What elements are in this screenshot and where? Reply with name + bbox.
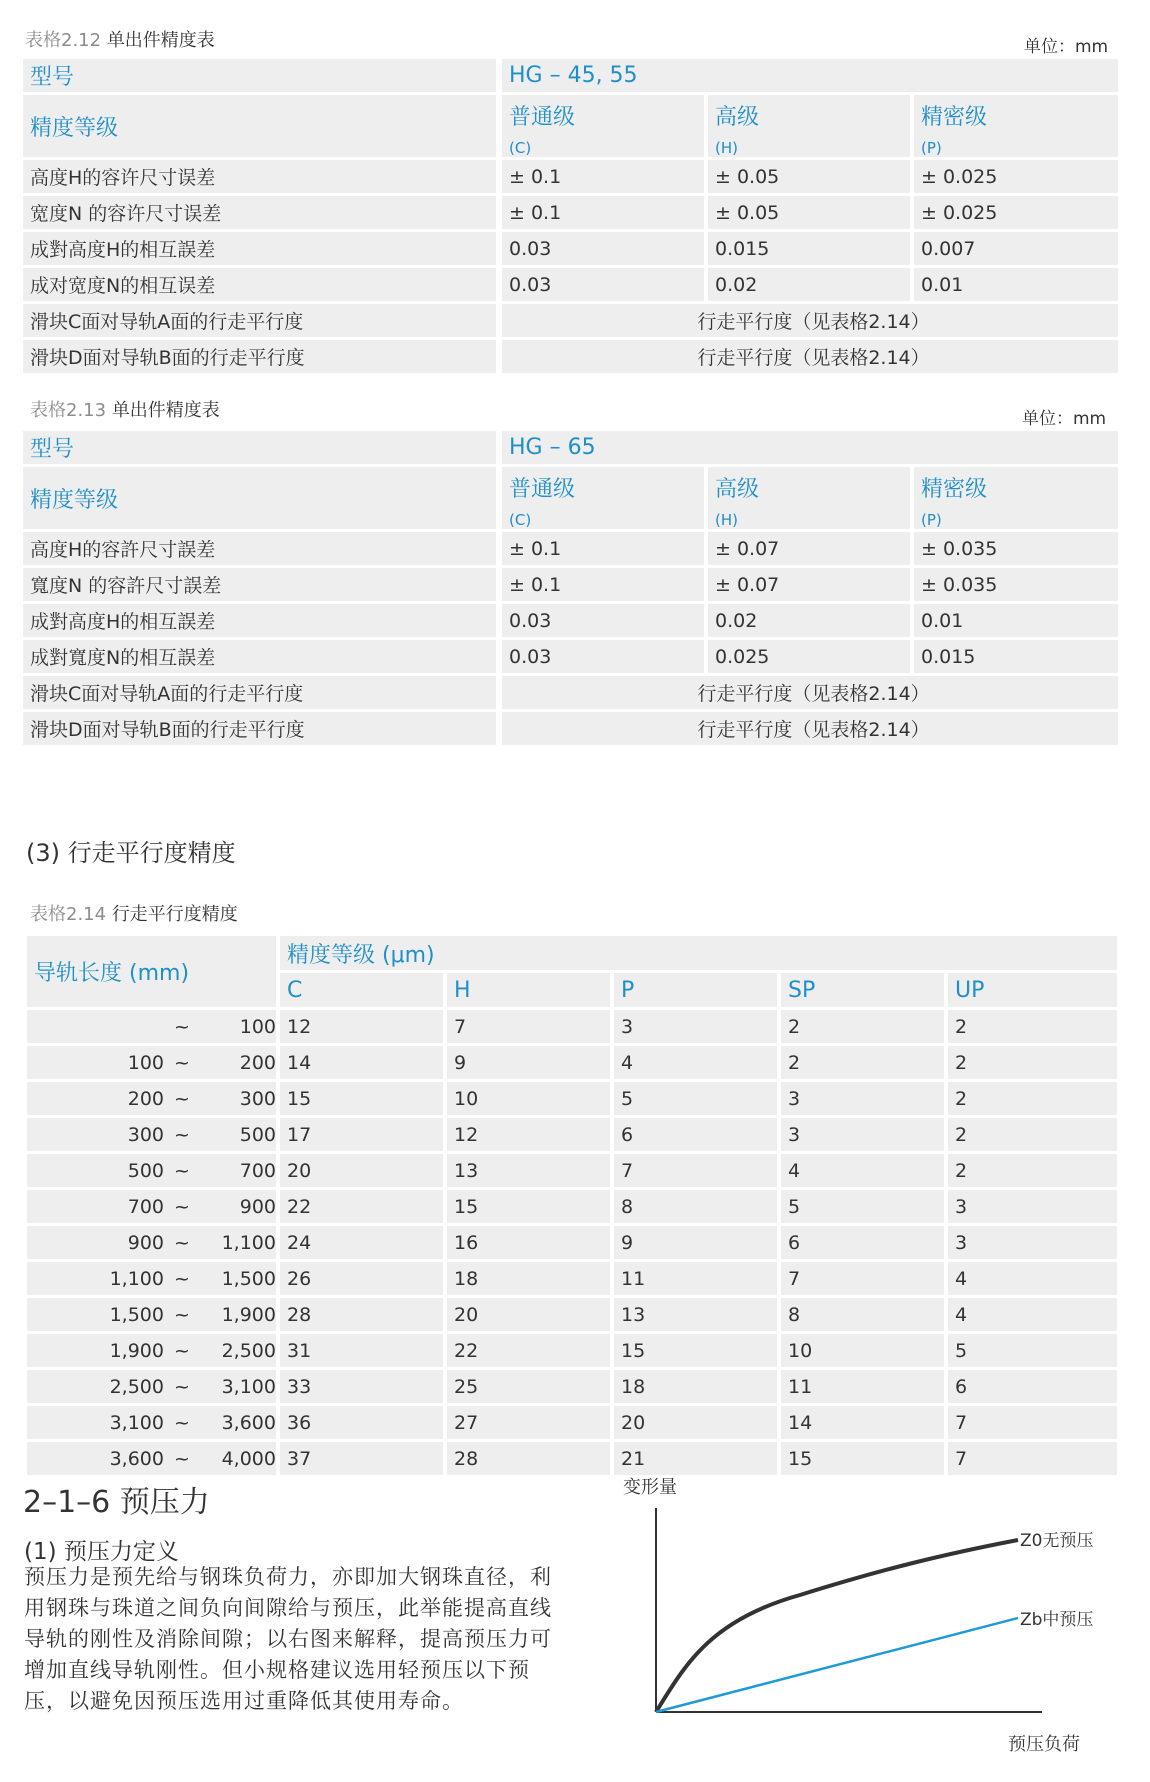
row-label: 滑块D面对导轨B面的行走平行度 <box>23 712 496 745</box>
table-row <box>27 1082 1117 1115</box>
cell: 15 <box>280 1082 443 1115</box>
table-row <box>23 59 1118 92</box>
cell: 14 <box>781 1406 944 1439</box>
model-label: 型号 <box>23 431 496 464</box>
cell: 4 <box>781 1154 944 1187</box>
row-label: 滑块D面对导轨B面的行走平行度 <box>23 340 496 373</box>
cell: ± 0.1 <box>502 568 704 601</box>
cell: 31 <box>280 1334 443 1367</box>
precision-table-2-12 <box>23 56 1118 376</box>
definition-paragraph: 预压力是预先给与钢珠负荷力，亦即加大钢珠直径，利用钢珠与珠道之间负向间隙给与预压，此举能提高直线导轨的刚性及消除间隙；以右图来解释，提高预压力可增加直线导轨刚性。但小规格建议选用轻预压以下预压，以避免因预压选用过重降低其使用寿命。 <box>24 1565 552 1713</box>
cell: ± 0.05 <box>708 196 910 229</box>
table-row <box>23 160 1118 193</box>
table-row <box>23 340 1118 373</box>
cell: 2 <box>948 1082 1117 1115</box>
section-subtitle: (1) 预压力定义 <box>24 1539 179 1565</box>
table-row <box>27 1406 1117 1439</box>
cell: 0.007 <box>914 232 1118 265</box>
grade-col: C <box>280 973 443 1007</box>
unit-label: 单位：mm <box>1024 37 1109 57</box>
cell: 36 <box>280 1406 443 1439</box>
cell: 0.015 <box>708 232 910 265</box>
cell: 2 <box>948 1118 1117 1151</box>
cell: 20 <box>614 1406 777 1439</box>
cell: ± 0.035 <box>914 568 1118 601</box>
row-label: 宽度N 的容许尺寸误差 <box>23 196 496 229</box>
grade-header: 精密级 (P) <box>914 95 1118 157</box>
cell: 18 <box>614 1370 777 1403</box>
table-row <box>23 268 1118 301</box>
table-row <box>27 936 1117 970</box>
row-label: 成對寬度N的相互誤差 <box>23 640 496 673</box>
table-row <box>27 1226 1117 1259</box>
row-label: 高度H的容許尺寸誤差 <box>23 532 496 565</box>
parallelism-table-2-14 <box>27 933 1117 1478</box>
cell: 7 <box>948 1442 1117 1475</box>
cell: ± 0.07 <box>708 568 910 601</box>
caption-title: 单出件精度表 <box>106 30 215 51</box>
cell: 6 <box>948 1370 1117 1403</box>
cell: 6 <box>614 1118 777 1151</box>
cell: 7 <box>781 1262 944 1295</box>
span-cell: 行走平行度（见表格2.14） <box>502 304 1118 337</box>
table-row <box>23 467 1118 529</box>
table-caption <box>25 26 215 52</box>
cell: 25 <box>447 1370 610 1403</box>
length-range: 3,600 ~ 4,000 <box>27 1442 276 1475</box>
cell: ± 0.025 <box>914 196 1118 229</box>
table-row <box>27 1010 1117 1043</box>
grade-label: 精度等级 <box>23 467 496 529</box>
cell: 37 <box>280 1442 443 1475</box>
cell: 7 <box>948 1406 1117 1439</box>
model-value: HG – 65 <box>502 431 1118 464</box>
cell: 3 <box>614 1010 777 1043</box>
cell: 0.03 <box>502 268 704 301</box>
cell: 2 <box>948 1046 1117 1079</box>
cell: ± 0.035 <box>914 532 1118 565</box>
span-cell: 行走平行度（见表格2.14） <box>502 340 1118 373</box>
caption-title: 单出件精度表 <box>111 400 220 421</box>
cell: ± 0.025 <box>914 160 1118 193</box>
model-value: HG – 45, 55 <box>502 59 1118 92</box>
row-label: 成對高度H的相互誤差 <box>23 604 496 637</box>
table-row <box>27 1046 1117 1079</box>
length-range: ~ 100 <box>27 1010 276 1043</box>
length-range: 300 ~ 500 <box>27 1118 276 1151</box>
cell: ± 0.1 <box>502 196 704 229</box>
length-range: 100 ~ 200 <box>27 1046 276 1079</box>
cell: 10 <box>447 1082 610 1115</box>
cell: 28 <box>447 1442 610 1475</box>
grade-header: 高级 (H) <box>708 95 910 157</box>
row-label: 高度H的容许尺寸误差 <box>23 160 496 193</box>
cell: 28 <box>280 1298 443 1331</box>
unit-label: 单位：mm <box>1022 409 1107 429</box>
span-cell: 行走平行度（见表格2.14） <box>502 676 1118 709</box>
cell: 27 <box>447 1406 610 1439</box>
cell: 4 <box>948 1298 1117 1331</box>
table-row <box>27 1190 1117 1223</box>
cell: 11 <box>781 1370 944 1403</box>
cell: 22 <box>447 1334 610 1367</box>
cell: 0.03 <box>502 232 704 265</box>
section-title: 2–1–6 预压力 <box>23 1485 210 1520</box>
cell: 10 <box>781 1334 944 1367</box>
table-caption <box>30 900 238 926</box>
table-row <box>23 196 1118 229</box>
table-row <box>23 568 1118 601</box>
cell: 0.02 <box>708 604 910 637</box>
cell: 13 <box>447 1154 610 1187</box>
cell: 9 <box>614 1226 777 1259</box>
cell: ± 0.05 <box>708 160 910 193</box>
table-row <box>23 676 1118 709</box>
cell: 15 <box>447 1190 610 1223</box>
table-row <box>23 232 1118 265</box>
cell: ± 0.07 <box>708 532 910 565</box>
cell: 12 <box>447 1118 610 1151</box>
cell: 15 <box>781 1442 944 1475</box>
cell: 2 <box>781 1046 944 1079</box>
grade-col: H <box>447 973 610 1007</box>
cell: 17 <box>280 1118 443 1151</box>
cell: 4 <box>614 1046 777 1079</box>
length-range: 700 ~ 900 <box>27 1190 276 1223</box>
y-axis-label: 变形量 <box>623 1477 677 1498</box>
table-row <box>23 304 1118 337</box>
table-row <box>27 1154 1117 1187</box>
table-row <box>23 431 1118 464</box>
length-range: 1,100 ~ 1,500 <box>27 1262 276 1295</box>
grade-header: 精密级 (P) <box>914 467 1118 529</box>
caption-number: 表格2.13 <box>30 400 107 421</box>
length-range: 1,900 ~ 2,500 <box>27 1334 276 1367</box>
table-row <box>23 604 1118 637</box>
curve1-label: Z0无预压 <box>1020 1531 1094 1551</box>
cell: 2 <box>948 1010 1117 1043</box>
grade-col: SP <box>781 973 944 1007</box>
curve-no-preload <box>656 1540 1018 1712</box>
cell: 13 <box>614 1298 777 1331</box>
cell: 15 <box>614 1334 777 1367</box>
cell: 0.015 <box>914 640 1118 673</box>
grade-label: 精度等级 <box>23 95 496 157</box>
cell: 9 <box>447 1046 610 1079</box>
cell: 3 <box>781 1118 944 1151</box>
table-row <box>23 95 1118 157</box>
precision-table-2-13 <box>23 428 1118 748</box>
cell: 18 <box>447 1262 610 1295</box>
cell: 11 <box>614 1262 777 1295</box>
x-axis-label: 预压负荷 <box>1008 1734 1080 1755</box>
cell: 3 <box>948 1226 1117 1259</box>
caption-number: 表格2.14 <box>30 904 107 925</box>
cell: 8 <box>781 1298 944 1331</box>
length-range: 3,100 ~ 3,600 <box>27 1406 276 1439</box>
length-header: 导轨长度 (mm) <box>27 936 276 1007</box>
cell: 26 <box>280 1262 443 1295</box>
grade-col: UP <box>948 973 1117 1007</box>
cell: 7 <box>447 1010 610 1043</box>
row-label: 寬度N 的容許尺寸誤差 <box>23 568 496 601</box>
cell: 0.025 <box>708 640 910 673</box>
row-label: 滑块C面对导轨A面的行走平行度 <box>23 304 496 337</box>
cell: 3 <box>781 1082 944 1115</box>
cell: 0.03 <box>502 640 704 673</box>
grade-header: 普通级 (C) <box>502 95 704 157</box>
table-row <box>23 532 1118 565</box>
length-range: 500 ~ 700 <box>27 1154 276 1187</box>
cell: 2 <box>948 1154 1117 1187</box>
cell: 5 <box>948 1334 1117 1367</box>
table-row <box>27 1262 1117 1295</box>
length-range: 2,500 ~ 3,100 <box>27 1370 276 1403</box>
caption-number: 表格2.12 <box>25 30 102 51</box>
grade-header: 普通级 (C) <box>502 467 704 529</box>
table-row <box>27 1334 1117 1367</box>
cell: 0.03 <box>502 604 704 637</box>
row-label: 成对宽度N的相互误差 <box>23 268 496 301</box>
table-row <box>23 712 1118 745</box>
row-label: 滑块C面对导轨A面的行走平行度 <box>23 676 496 709</box>
cell: 5 <box>781 1190 944 1223</box>
row-label: 成對高度H的相互誤差 <box>23 232 496 265</box>
table-row <box>23 640 1118 673</box>
length-range: 900 ~ 1,100 <box>27 1226 276 1259</box>
table-row <box>27 1370 1117 1403</box>
curve-medium-preload <box>656 1618 1018 1712</box>
curve2-label: Zb中预压 <box>1020 1610 1094 1630</box>
cell: 7 <box>614 1154 777 1187</box>
table-row <box>27 1118 1117 1151</box>
cell: 33 <box>280 1370 443 1403</box>
length-range: 200 ~ 300 <box>27 1082 276 1115</box>
cell: ± 0.1 <box>502 532 704 565</box>
cell: 20 <box>280 1154 443 1187</box>
cell: 12 <box>280 1010 443 1043</box>
preload-figure <box>600 1470 1130 1770</box>
cell: 24 <box>280 1226 443 1259</box>
grade-header: 高级 (H) <box>708 467 910 529</box>
table-caption <box>30 396 220 422</box>
cell: 14 <box>280 1046 443 1079</box>
grade-col: P <box>614 973 777 1007</box>
length-range: 1,500 ~ 1,900 <box>27 1298 276 1331</box>
grade-header: 精度等级 (μm) <box>280 936 1117 970</box>
cell: 22 <box>280 1190 443 1223</box>
caption-title: 行走平行度精度 <box>111 904 238 925</box>
cell: 6 <box>781 1226 944 1259</box>
cell: 20 <box>447 1298 610 1331</box>
cell: 2 <box>781 1010 944 1043</box>
cell: 4 <box>948 1262 1117 1295</box>
table-row <box>27 1298 1117 1331</box>
cell: 3 <box>948 1190 1117 1223</box>
cell: 0.02 <box>708 268 910 301</box>
section-heading: (3) 行走平行度精度 <box>26 839 236 867</box>
span-cell: 行走平行度（见表格2.14） <box>502 712 1118 745</box>
cell: 5 <box>614 1082 777 1115</box>
cell: 21 <box>614 1442 777 1475</box>
cell: 8 <box>614 1190 777 1223</box>
cell: 0.01 <box>914 268 1118 301</box>
cell: 0.01 <box>914 604 1118 637</box>
cell: 16 <box>447 1226 610 1259</box>
cell: ± 0.1 <box>502 160 704 193</box>
model-label: 型号 <box>23 59 496 92</box>
